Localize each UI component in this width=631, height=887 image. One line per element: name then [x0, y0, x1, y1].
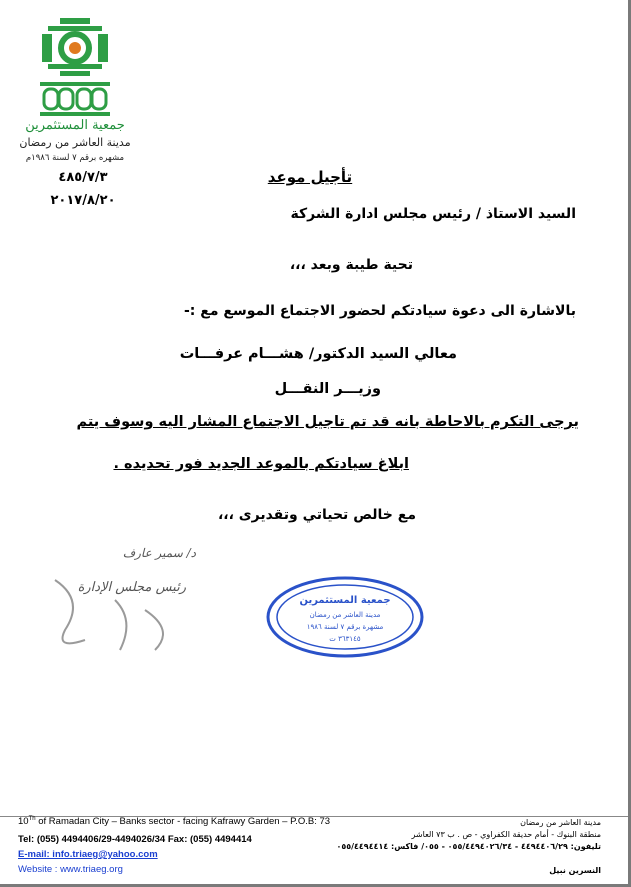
guest-name: معالي السيد الدكتور/ هشـــام عرفـــات: [179, 346, 457, 362]
footer-phone-en: Tel: (055) 4494406/29-4494026/34 Fax: (055) 4494414: [18, 834, 252, 845]
footer-line-ar: النسرين نبيل: [549, 866, 601, 875]
org-city: مدينة العاشر من رمضان: [19, 136, 131, 149]
body-line-2: ابلاغ سيادتكم بالموعد الجديد فور تحديده .: [113, 456, 409, 472]
org-name: جمعية المستثمرين: [25, 118, 125, 133]
footer-city-ar: مدينة العاشر من رمضان: [520, 818, 601, 827]
svg-text:مدينة العاشر من رمضان: مدينة العاشر من رمضان: [309, 611, 381, 619]
footer-address-ar: منطقة البنوك - أمام حديقة الكفراوي - ص . ب ٧٣ العاشر: [411, 830, 601, 839]
guest-title: وزيـــر النقـــل: [274, 381, 381, 397]
greeting: تحية طيبة وبعد ،،،: [289, 257, 413, 273]
svg-text:٣٦٣١٤٥ ت: ٣٦٣١٤٥ ت: [329, 635, 361, 643]
body-line-1: يرجى التكرم بالاحاطة بانه قد تم تاجيل الاجتماع المشار اليه وسوف يتم: [76, 414, 579, 430]
reference-date: ٢٠١٧/٨/٢٠: [50, 193, 116, 208]
svg-text:مشهرة برقم ٧ لسنة ١٩٨٦: مشهرة برقم ٧ لسنة ١٩٨٦: [306, 623, 384, 631]
footer-website-link[interactable]: Website : www.triaeg.org: [18, 864, 123, 875]
footer-phone-ar: تليفون: ٤٤٩٤٤٠٦/٢٩ - ٠٥٥/٤٤٩٤٠٢٦/٣٤ - ٠٥٥/ فاكس: ٠٥٥/٤٤٩٤٤١٤: [336, 842, 601, 851]
footer-email-link[interactable]: E-mail: info.triaeg@yahoo.com: [18, 849, 158, 860]
letter-title: تأجيل موعد: [267, 168, 353, 186]
intro-paragraph: بالاشارة الى دعوة سيادتكم لحضور الاجتماع الموسع مع :-: [184, 303, 576, 319]
green-gear-building-logo-icon: [40, 18, 110, 123]
org-registration: مشهره برقم ٧ لسنة ١٩٨٦م: [25, 153, 125, 163]
official-stamp-icon: [265, 575, 425, 660]
reference-number: ٤٨٥/٧/٣: [58, 170, 108, 185]
footer-address-en: 10Th of Ramadan City – Banks sector - facing Kafrawy Garden – P.O.B: 73: [18, 816, 331, 828]
svg-text:جمعية المستثمرين: جمعية المستثمرين: [299, 595, 391, 606]
signatory-name: د/ سمير عارف: [122, 546, 196, 560]
closing: مع خالص تحياتي وتقديرى ،،،: [217, 507, 416, 523]
addressee: السيد الاستاذ / رئيس مجلس ادارة الشركة: [290, 206, 576, 222]
signatory-title: رئيس مجلس الإدارة: [77, 580, 186, 595]
